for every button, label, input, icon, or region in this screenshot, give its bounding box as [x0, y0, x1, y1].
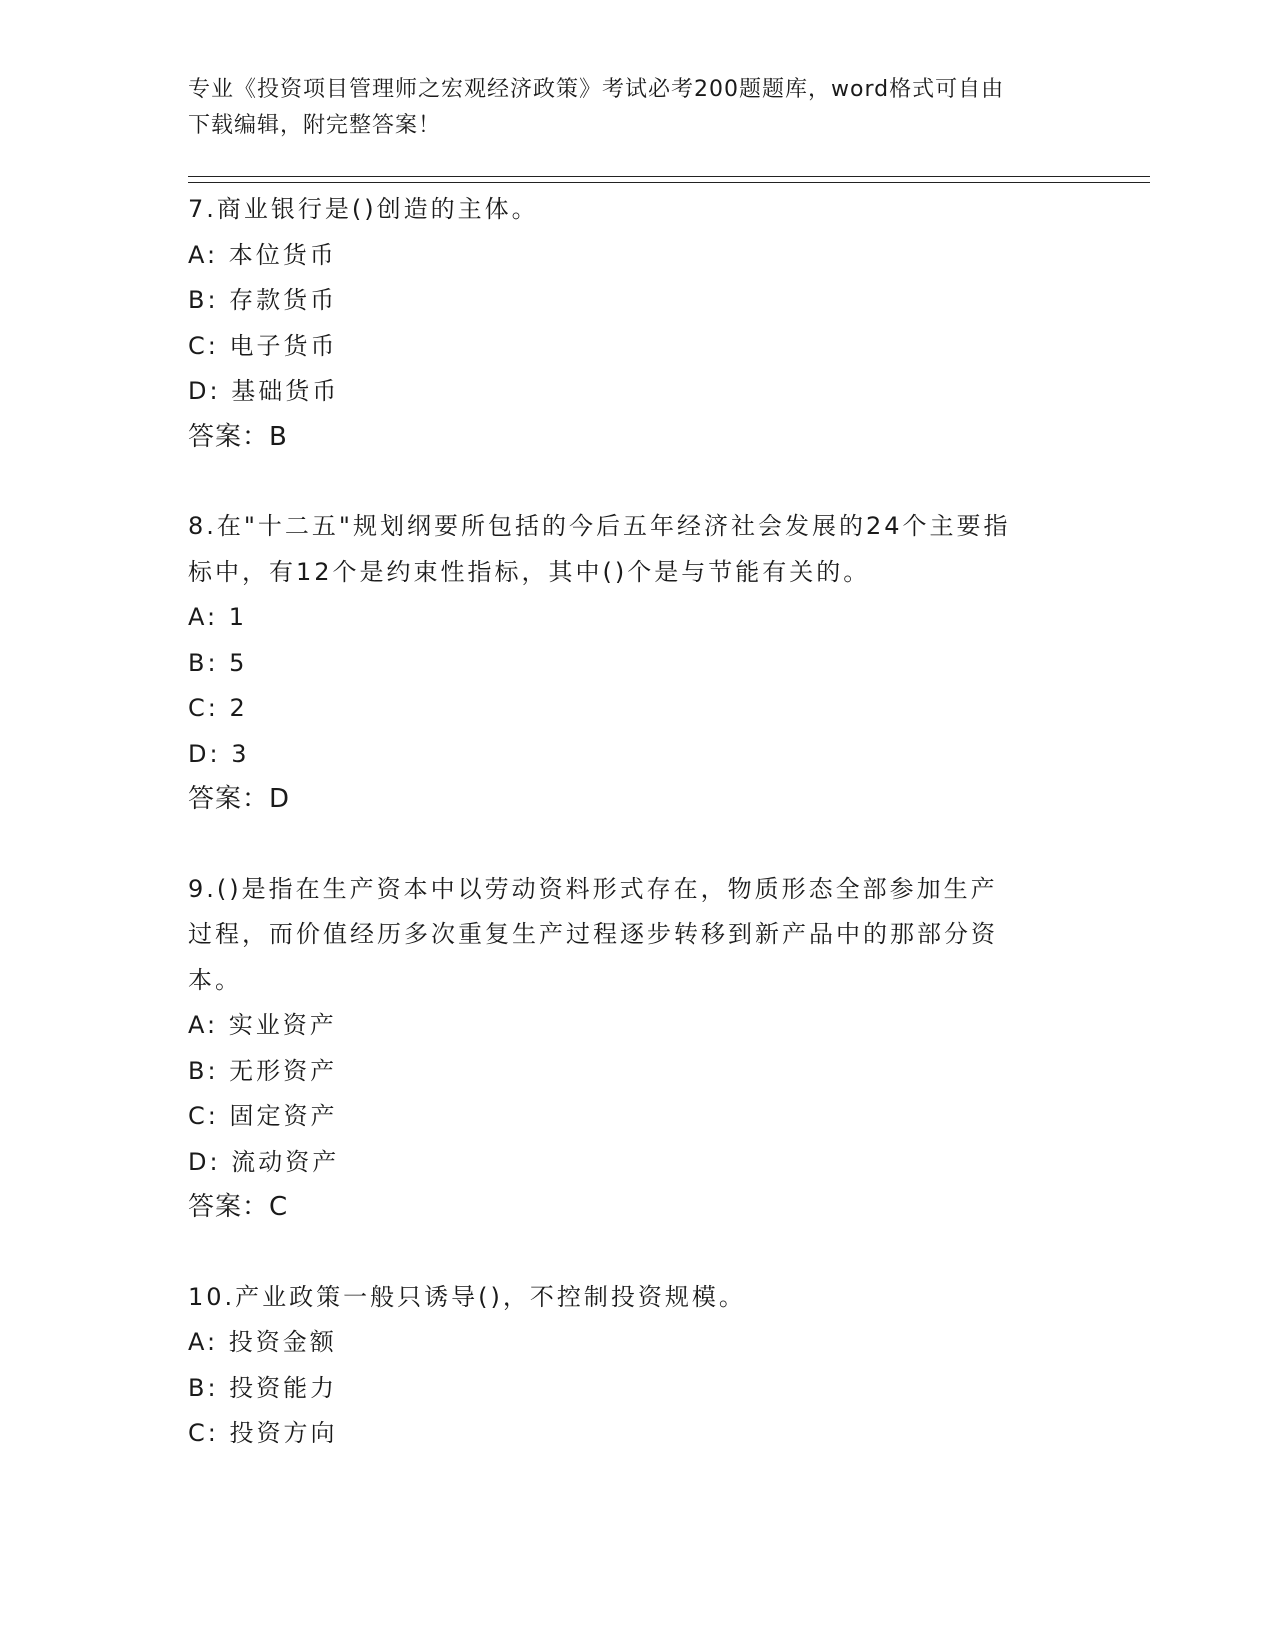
option-c: C: 电子货币: [188, 331, 338, 360]
option-d: D: 流动资产: [188, 1147, 340, 1176]
header-line-1: 专业《投资项目管理师之宏观经济政策》考试必考200题题库，word格式可自由: [188, 77, 1005, 102]
question-list: [188, 187, 1088, 1501]
question-stem-line-2: 过程，而价值经历多次重复生产过程逐步转移到新产品中的那部分资: [188, 920, 998, 948]
question-stem: 7.商业银行是()创造的主体。: [188, 195, 539, 223]
question-stem-line-2: 标中，有12个是约束性指标，其中()个是与节能有关的。: [188, 557, 871, 586]
option-d: D: 基础货币: [188, 377, 340, 405]
option-b: B: 投资能力: [188, 1373, 338, 1402]
question-9: [188, 867, 1088, 1231]
option-b: B: 存款货币: [188, 286, 338, 314]
document-header: [188, 72, 1088, 144]
option-c: C: 投资方向: [188, 1419, 338, 1447]
option-a: A: 投资金额: [188, 1328, 337, 1356]
option-b: B: 无形资产: [188, 1056, 338, 1085]
header-divider-top: [188, 176, 1150, 177]
question-8: [188, 504, 1088, 823]
answer-label: 答案：C: [188, 1192, 289, 1222]
option-b: B: 5: [188, 648, 248, 677]
question-stem: 10.产业政策一般只诱导()，不控制投资规模。: [188, 1282, 746, 1311]
option-a: A: 1: [188, 603, 247, 631]
header-divider-bottom: [188, 182, 1150, 183]
answer-label: 答案：D: [188, 784, 291, 814]
question-stem-line-3: 本。: [188, 965, 242, 994]
option-a: A: 实业资产: [188, 1011, 337, 1039]
question-10: [188, 1275, 1088, 1457]
option-c: C: 固定资产: [188, 1102, 338, 1130]
header-line-2: 下载编辑，附完整答案！: [188, 113, 442, 138]
answer-label: 答案：B: [188, 421, 288, 452]
question-stem-line-1: 9.()是指在生产资本中以劳动资料形式存在，物质形态全部参加生产: [188, 874, 998, 903]
option-c: C: 2: [188, 694, 248, 722]
option-d: D: 3: [188, 739, 250, 768]
question-7: [188, 187, 1088, 460]
option-a: A: 本位货币: [188, 240, 337, 269]
question-stem-line-1: 8.在"十二五"规划纲要所包括的今后五年经济社会发展的24个主要指: [188, 512, 1011, 540]
